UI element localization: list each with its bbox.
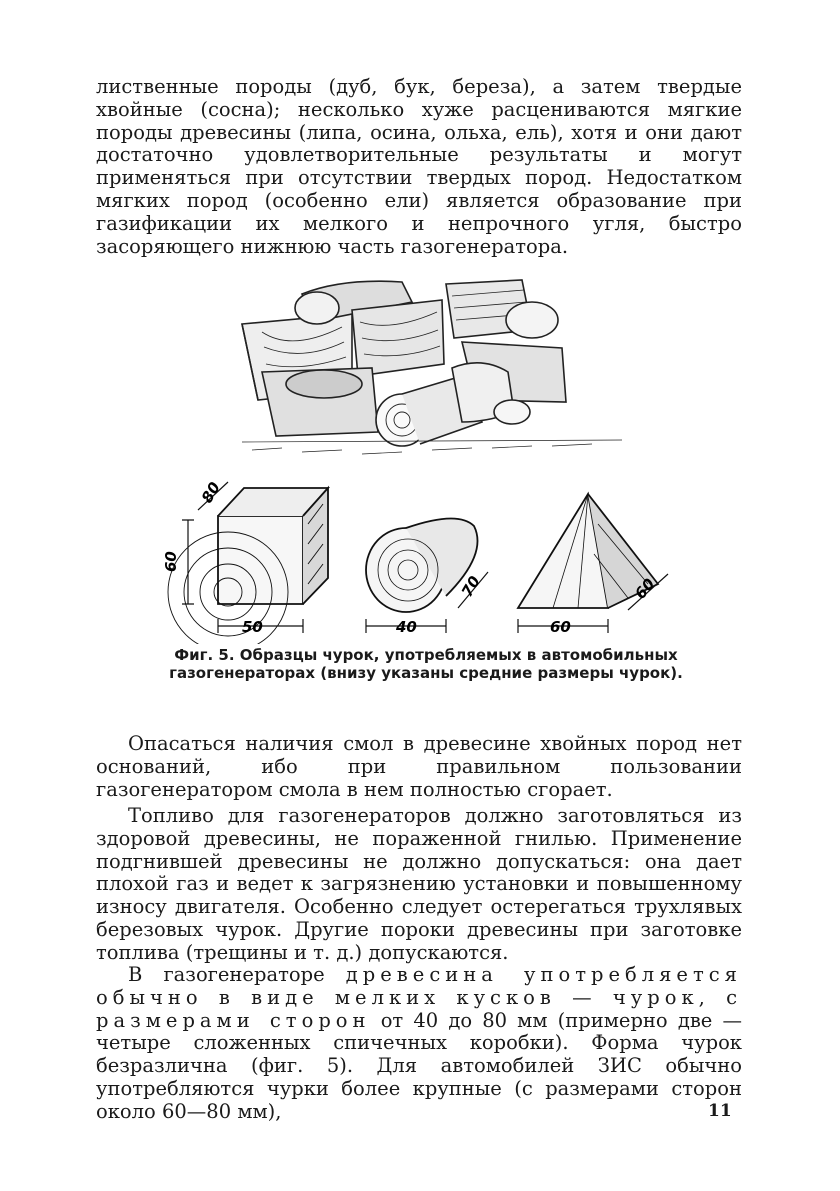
wood-pile-illustration xyxy=(232,272,632,472)
cylinder-length-label: 70 xyxy=(457,572,484,600)
cube-depth-label: 80 xyxy=(197,478,224,506)
paragraph-rot xyxy=(96,805,742,965)
chunk-dimensions-illustration xyxy=(158,474,678,644)
paragraph-text: лиственные породы (дуб, бук, береза), а затем твердые хвойные (сосна); несколько хуже расцениваются мягкие породы древесины (липа, осина, ольха, ель), хотя и они дают достаточно удовлетворительные результаты и могут применяться при отсутствии твердых пород. Недостатком мягких пород (особенно ели) является образование при газификации их мелкого и непрочного угля, быстро засоряющего нижнюю часть газогенератора. xyxy=(96,75,742,258)
paragraph-end: от 40 до 80 мм (примерно две — четыре сложенных спичечных коробки). Форма чурок безразлична (фиг. 5). Для автомобилей ЗИС обычно употребляются чурки более крупные (с размерами сторон около 60—80 мм), xyxy=(96,1008,742,1123)
paragraph-text xyxy=(96,964,742,1124)
prism-side-label: 60 xyxy=(631,575,659,603)
prism-base-label: 60 xyxy=(550,618,571,636)
cube-width-label: 50 xyxy=(242,618,263,636)
emphasized-text: древесина употребляется обычно в виде мелких кусков — чурок, с размерами сторон xyxy=(96,963,742,1032)
cylinder-diameter-label: 40 xyxy=(396,618,417,636)
page-number: 11 xyxy=(708,1101,732,1121)
paragraph-text: Топливо для газогенераторов должно заготовляться из здоровой древесины, не пораженной гнилью. Применение подгнившей древесины не должно допускаться: она дает плохой газ и ведет к загрязнению установки и повышенному износу двигателя. Особенно следует остерегаться трухлявых березовых чурок. Другие пороки древесины при заготовке топлива (трещины и т. д.) допускаются. xyxy=(96,804,742,964)
figure-caption: Фиг. 5. Образцы чурок, употребляемых в автомобильных газогенераторах (внизу указаны средние размеры чурок). xyxy=(169,646,683,682)
paragraph-chunk-size xyxy=(96,964,742,1124)
paragraph-text: Опасаться наличия смол в древесине хвойных пород нет оснований, ибо при правильном пользовании газогенератором смола в нем полностью сгорает. xyxy=(96,732,742,801)
paragraph-start: В газогенераторе xyxy=(128,963,346,986)
cube-height-label: 60 xyxy=(162,551,180,572)
paragraph-resin xyxy=(96,733,742,801)
paragraph-hardwood xyxy=(96,76,742,258)
